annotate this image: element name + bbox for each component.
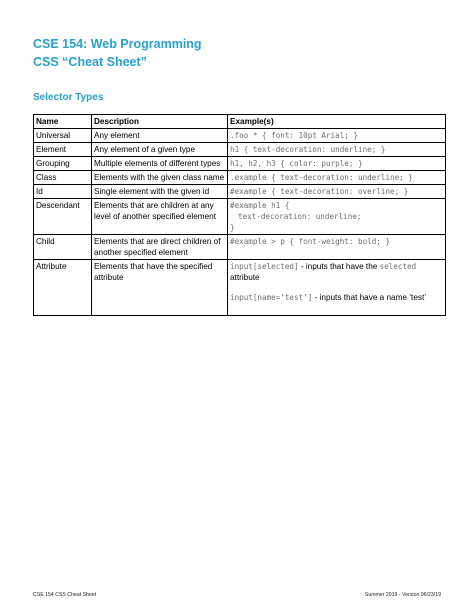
table-header-row: [34, 115, 446, 129]
attribute-example-1: [230, 261, 443, 272]
example-code-line: text-decoration: underline;: [238, 212, 362, 221]
example-code: #example { text-decoration: overline; }: [230, 187, 409, 196]
selector-example: [228, 199, 446, 235]
table-row: [34, 171, 446, 185]
selector-description: Elements that are children at any level of another specified element: [92, 199, 228, 235]
example-code-line: }: [230, 223, 235, 232]
column-header-name: Name: [34, 115, 92, 129]
selector-example: [228, 129, 446, 143]
selector-description: Elements that are direct children of another specified element: [92, 235, 228, 260]
selector-description: Multiple elements of different types: [92, 157, 228, 171]
footer-right: Summer 2019 - Version 06/23/19: [364, 592, 441, 598]
table-row: [34, 143, 446, 157]
example-code-line: #example h1 {: [230, 201, 290, 210]
example-code: selected: [379, 262, 417, 271]
selector-description: Single element with the given id: [92, 185, 228, 199]
section-heading: Selector Types: [33, 92, 104, 103]
table-row: [34, 157, 446, 171]
column-header-description: Description: [92, 115, 228, 129]
column-header-examples: Example(s): [228, 115, 446, 129]
document-title: CSE 154: Web Programming: [33, 37, 202, 51]
example-explanation: - inputs that have the: [298, 262, 380, 271]
example-code: .foo * { font: 10pt Arial; }: [230, 131, 359, 140]
example-code: #example > p { font-weight: bold; }: [230, 237, 391, 246]
example-code: input[name=’test’]: [230, 293, 313, 302]
selector-description: Any element: [92, 129, 228, 143]
selector-name: Child: [34, 235, 92, 260]
selector-name: Id: [34, 185, 92, 199]
selector-example: [228, 157, 446, 171]
selector-name: Universal: [34, 129, 92, 143]
selector-description: Elements that have the specified attribute: [92, 260, 228, 316]
example-explanation: attribute: [230, 273, 260, 282]
selector-types-table: [33, 114, 446, 316]
table-row: [34, 199, 446, 235]
table-row: [34, 129, 446, 143]
footer-left: CSE 154 CSS Cheat Sheet: [33, 592, 97, 598]
selector-description: Elements with the given class name: [92, 171, 228, 185]
spacer: [230, 283, 443, 292]
selector-name: Attribute: [34, 260, 92, 316]
attribute-example-2: [230, 292, 443, 303]
selector-example: [228, 235, 446, 260]
selector-name: Descendant: [34, 199, 92, 235]
document-subtitle: CSS “Cheat Sheet”: [33, 55, 147, 69]
selector-name: Element: [34, 143, 92, 157]
selector-example: [228, 185, 446, 199]
table-row: [34, 185, 446, 199]
selector-example: [228, 143, 446, 157]
example-code: h1, h2, h3 { color: purple; }: [230, 159, 363, 168]
selector-example: [228, 260, 446, 316]
example-code: input[selected]: [230, 262, 299, 271]
example-explanation: - inputs that have a name ‘test’: [312, 293, 427, 302]
table-row: [34, 260, 446, 316]
selector-name: Grouping: [34, 157, 92, 171]
example-code: h1 { text-decoration: underline; }: [230, 145, 386, 154]
selector-example: [228, 171, 446, 185]
selector-description: Any element of a given type: [92, 143, 228, 157]
selector-name: Class: [34, 171, 92, 185]
table-row: [34, 235, 446, 260]
example-code: .example { text-decoration: underline; }: [230, 173, 413, 182]
